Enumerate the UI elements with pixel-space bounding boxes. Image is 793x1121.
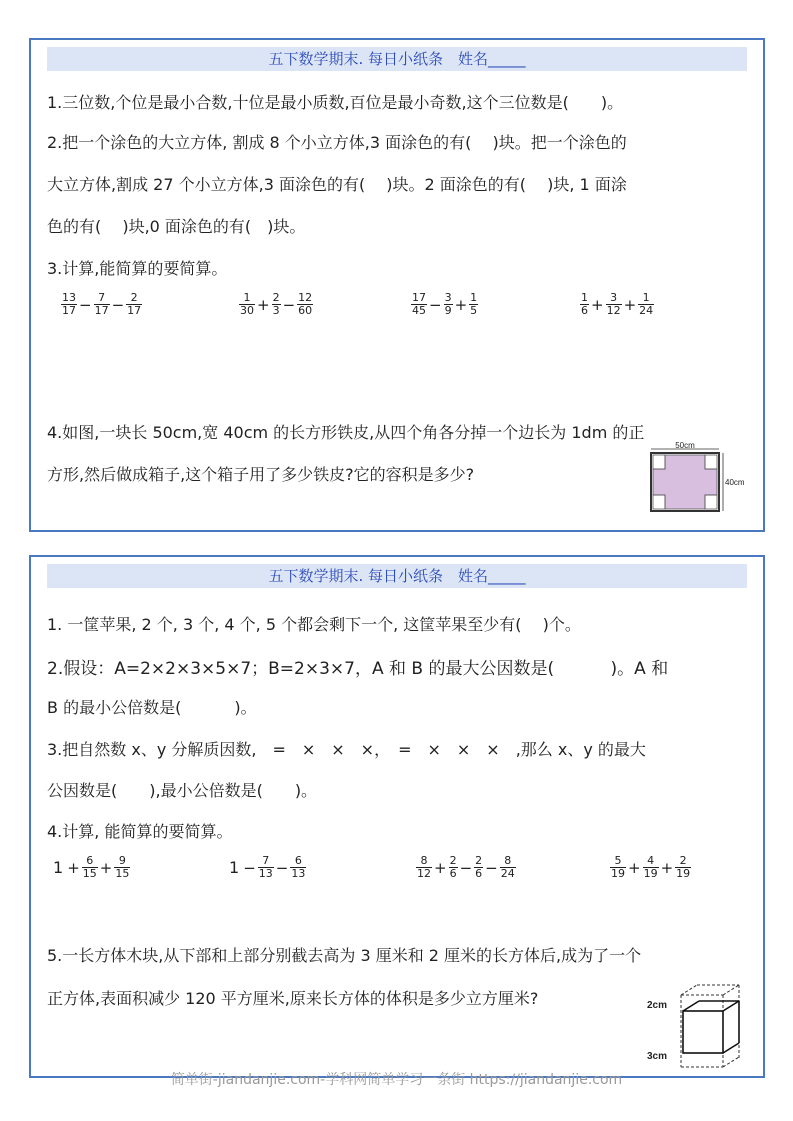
fraction: $\frac{13}{17}$ bbox=[62, 291, 76, 317]
fraction: $\frac{17}{45}$ bbox=[412, 291, 426, 317]
calc-expression-1: 1 + $\frac{6}{15}$ + $\frac{9}{15}$ bbox=[53, 854, 130, 880]
top-cut-label: 2cm bbox=[647, 1000, 668, 1011]
bottom-cut-label: 3cm bbox=[647, 1051, 668, 1062]
calc-expression-4: $\frac{5}{19}$ + $\frac{4}{19}$ + $\frac{2}{19}$ bbox=[611, 854, 691, 880]
question-1: 1. 一筐苹果, 2 个, 3 个, 4 个, 5 个都会剩下一个, 这筐苹果至少有( )个。 bbox=[47, 615, 581, 634]
fraction: $\frac{2}{6}$ bbox=[449, 854, 457, 880]
calc-expression-2: $\frac{1}{30}$ + $\frac{2}{3}$ − $\frac{12}{60}$ bbox=[240, 291, 313, 317]
question-4-line-2: 方形,然后做成箱子,这个箱子用了多少铁皮?它的容积是多少? bbox=[47, 465, 475, 484]
question-2-line-3: 色的有( )块,0 面涂色的有( )块。 bbox=[47, 217, 306, 236]
fraction: $\frac{5}{19}$ bbox=[611, 854, 625, 880]
worksheet-card-2 bbox=[29, 555, 765, 1078]
fraction: $\frac{9}{15}$ bbox=[115, 854, 130, 880]
question-3-line-2: 公因数是( ),最小公倍数是( )。 bbox=[47, 781, 318, 800]
fraction: $\frac{8}{12}$ bbox=[417, 854, 431, 880]
question-4-line-1: 4.如图,一块长 50cm,宽 40cm 的长方形铁皮,从四个角各分掉一个边长为 1dm 的正 bbox=[47, 423, 645, 442]
fraction: $\frac{3}{9}$ bbox=[444, 291, 452, 317]
question-5-line-1: 5.一长方体木块,从下部和上部分别截去高为 3 厘米和 2 厘米的长方体后,成为了一个 bbox=[47, 946, 642, 965]
question-3: 3.计算,能简算的要简算。 bbox=[47, 259, 228, 278]
question-5-line-2: 正方体,表面积减少 120 平方厘米,原来长方体的体积是多少立方厘米? bbox=[47, 989, 539, 1008]
question-2-line-2: 大立方体,割成 27 个小立方体,3 面涂色的有( )块。2 面涂色的有( )块, 1 面涂 bbox=[47, 175, 627, 194]
footer-watermark: 简单街-jiandanjie.com-学科网简单学习一条街 https://jiandanjie.com bbox=[170, 1072, 623, 1088]
fraction: $\frac{1}{30}$ bbox=[240, 291, 254, 317]
fraction: $\frac{8}{24}$ bbox=[500, 854, 515, 880]
question-2-line-1: 2.把一个涂色的大立方体, 割成 8 个小立方体,3 面涂色的有( )块。把一个涂色的 bbox=[47, 133, 627, 152]
fraction: $\frac{2}{6}$ bbox=[475, 854, 483, 880]
card-title: 五下数学期末. 每日小纸条 姓名_____ bbox=[47, 564, 747, 588]
question-2-line-2: B 的最小公倍数是( )。 bbox=[47, 698, 257, 717]
iron-sheet-figure bbox=[641, 440, 751, 518]
fraction: $\frac{7}{13}$ bbox=[258, 854, 273, 880]
calc-expression-3: $\frac{8}{12}$ + $\frac{2}{6}$ − $\frac{2}{6}$ − $\frac{8}{24}$ bbox=[417, 854, 515, 880]
question-3-line-1: 3.把自然数 x、y 分解质因数, = × × ×， = × × × ,那么 x、y 的最大 bbox=[47, 740, 646, 759]
calc-expression-1: $\frac{13}{17}$ − $\frac{7}{17}$ − $\frac{2}{17}$ bbox=[62, 291, 142, 317]
worksheet-card-1 bbox=[29, 38, 765, 532]
original-cuboid-outline bbox=[681, 985, 739, 1067]
width-label: 50cm bbox=[675, 441, 695, 450]
fraction: $\frac{6}{15}$ bbox=[82, 854, 97, 880]
fraction: $\frac{7}{17}$ bbox=[94, 291, 109, 317]
calc-expression-2: 1 − $\frac{7}{13}$ − $\frac{6}{13}$ bbox=[229, 854, 306, 880]
fraction: $\frac{2}{19}$ bbox=[676, 854, 691, 880]
fraction: $\frac{2}{3}$ bbox=[272, 291, 280, 317]
fraction: $\frac{3}{12}$ bbox=[606, 291, 621, 317]
fraction: $\frac{2}{17}$ bbox=[127, 291, 142, 317]
fraction: $\frac{12}{60}$ bbox=[298, 291, 313, 317]
question-4: 4.计算, 能简算的要简算。 bbox=[47, 822, 233, 841]
cube-solid bbox=[683, 1001, 739, 1053]
fraction: $\frac{6}{13}$ bbox=[291, 854, 306, 880]
fraction: $\frac{1}{5}$ bbox=[470, 291, 478, 317]
question-2-line-1: 2.假设：A=2×2×3×5×7；B=2×3×7，A 和 B 的最大公因数是( )。A 和 bbox=[47, 659, 669, 679]
fraction: $\frac{4}{19}$ bbox=[643, 854, 658, 880]
card-title: 五下数学期末. 每日小纸条 姓名_____ bbox=[47, 47, 747, 71]
calc-expression-4: $\frac{1}{6}$ + $\frac{3}{12}$ + $\frac{1}{24}$ bbox=[581, 291, 654, 317]
calc-expression-3: $\frac{17}{45}$ − $\frac{3}{9}$ + $\frac{1}{5}$ bbox=[412, 291, 478, 317]
fraction: $\frac{1}{6}$ bbox=[581, 291, 588, 317]
fraction: $\frac{1}{24}$ bbox=[639, 291, 654, 317]
cuboid-figure bbox=[645, 981, 745, 1069]
question-1: 1.三位数,个位是最小合数,十位是最小质数,百位是最小奇数,这个三位数是( )。 bbox=[47, 93, 624, 112]
height-label: 40cm bbox=[725, 478, 745, 487]
